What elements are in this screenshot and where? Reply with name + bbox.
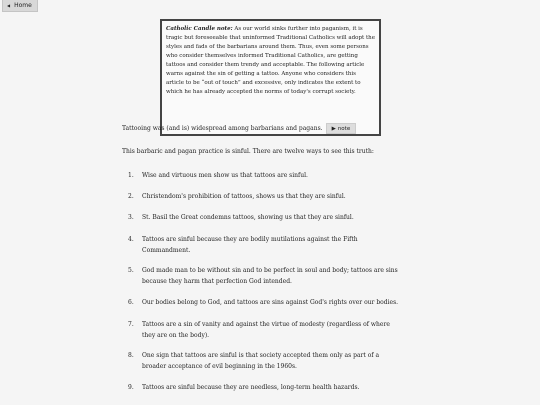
list-item (128, 191, 400, 202)
list-item-number: 4. (128, 236, 134, 243)
list-item-text: Christendom's prohibition of tattoos, shows us that they are sinful. (142, 193, 346, 200)
home-button[interactable] (2, 0, 38, 12)
list-item-number: 8. (128, 352, 134, 359)
list-item (128, 234, 400, 256)
list-item-number: 5. (128, 267, 134, 274)
list-item-number: 6. (128, 299, 134, 306)
list-item-number: 1. (128, 172, 134, 179)
triangle-left-icon: ◀ (7, 3, 11, 8)
list-item-text: Tattoos are sinful because they are needless, long-term health hazards. (142, 384, 360, 391)
lead-paragraph: This barbaric and pagan practice is sinful. There are twelve ways to see this truth: (122, 148, 374, 155)
triangle-right-icon: ▶ (331, 125, 336, 132)
list-item-text: Tattoos are sinful because they are bodily mutilations against the Fifth Commandment. (142, 236, 358, 254)
list-item-number: 2. (128, 193, 134, 200)
home-label: Home (14, 2, 32, 9)
list-item (128, 350, 400, 372)
list-item-text: One sign that tattoos are sinful is that society accepted them only as part of a broader acceptance of evil beginning in the 1960s. (142, 352, 380, 370)
note-toggle-label: note (337, 125, 351, 132)
note-title: Catholic Candle note: (166, 26, 233, 32)
list-item-number: 7. (128, 321, 134, 328)
intro-text: Tattooing was (and is) widespread among barbarians and pagans. (122, 124, 323, 132)
list-item (128, 319, 400, 341)
footnote-toggle-button[interactable] (326, 123, 357, 134)
list-item (128, 297, 400, 308)
list-item (128, 382, 400, 393)
list-item-text: God made man to be without sin and to be perfect in soul and body; tattoos are sins because they harm that perfection God intended. (142, 267, 398, 285)
editor-note-box (160, 19, 381, 136)
list-item-number: 3. (128, 214, 134, 221)
list-item (128, 170, 400, 181)
note-body: As our world sinks further into paganism, it is tragic but foreseeable that uninformed Traditional Catholics will adopt the styles and fads of the barbarians around them. Thus, even some persons who consider themselves informed Traditional Catholics, are getting tattoos and consider them trendy and acceptable. The following article warns against the sin of getting a tattoo. Anyone who considers this article to be “out of touch” and excessive, only indicates the extent to which he has already accepted the norms of today's corrupt society. (166, 26, 375, 95)
list-item-text: Tattoos are a sin of vanity and against the virtue of modesty (regardless of where they are on the body). (142, 321, 390, 339)
list-item (128, 212, 400, 223)
list-item-text: Wise and virtuous men show us that tattoos are sinful. (142, 172, 308, 179)
list-item (128, 265, 400, 287)
list-item-text: St. Basil the Great condemns tattoos, showing us that they are sinful. (142, 214, 354, 221)
list-item-number: 9. (128, 384, 134, 391)
list-item-text: Our bodies belong to God, and tattoos are sins against God's rights over our bodies. (142, 299, 399, 306)
intro-paragraph (122, 123, 422, 134)
